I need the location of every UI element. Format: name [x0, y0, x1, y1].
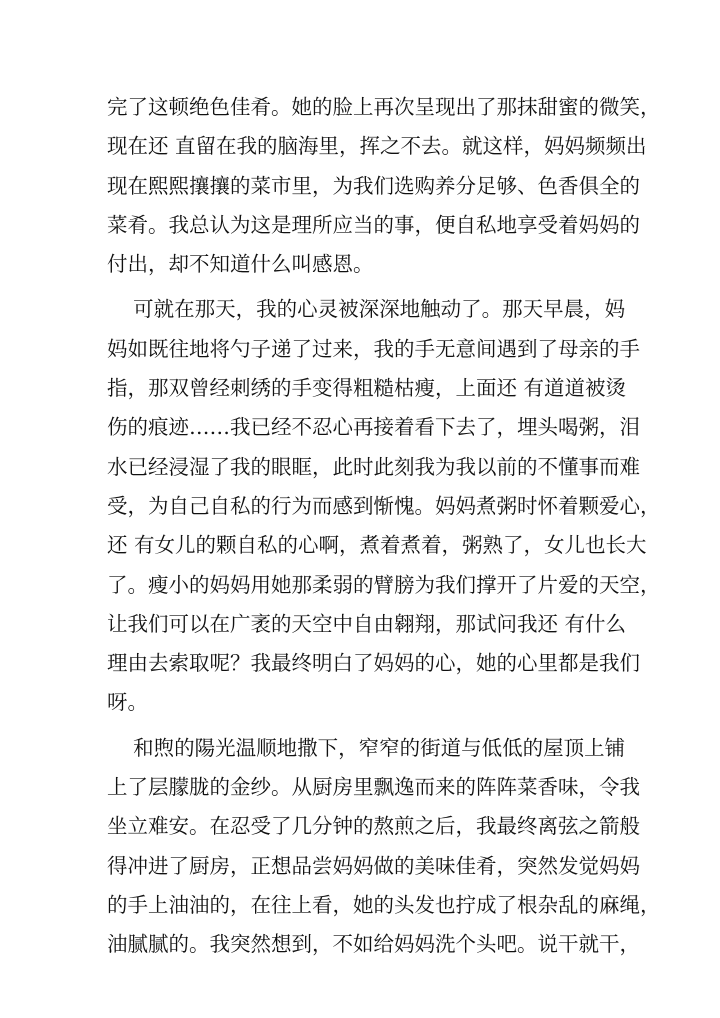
- text-line: 坐立难安。在忍受了几分钟的熬煎之后，我最终离弦之箭般: [107, 814, 640, 839]
- text-line: 伤的痕迹……我已经不忍心再接着看下去了，埋头喝粥，泪: [107, 415, 640, 440]
- text-line: 指，那双曾经刺绣的手变得粗糙枯瘦，上面还 有道道被烫: [107, 376, 627, 401]
- text-line: 油腻腻的。我突然想到，不如给妈妈洗个头吧。说干就干，: [107, 932, 640, 957]
- text-line: 付出，却不知道什么叫感恩。: [107, 252, 374, 277]
- paragraph-3: [107, 729, 661, 965]
- text-line: 菜肴。我总认为这是理所应当的事，便自私地享受着妈妈的: [107, 212, 640, 237]
- text-line: 受，为自己自私的行为而感到惭愧。妈妈煮粥时怀着颗爱心，: [107, 493, 661, 518]
- text-line: 妈如既往地将勺子递了过来，我的手无意间遇到了母亲的手: [107, 336, 640, 361]
- text-line: 得冲进了厨房，正想品尝妈妈做的美味佳肴，突然发觉妈妈: [107, 853, 640, 878]
- text-line: 水已经浸湿了我的眼眶，此时此刻我为我以前的不懂事而难: [107, 454, 640, 479]
- text-line: 了。瘦小的妈妈用她那柔弱的臂膀为我们撑开了片爱的天空，: [107, 572, 661, 597]
- paragraph-1: [107, 88, 661, 284]
- text-line: 让我们可以在广袤的天空中自由翱翔，那试问我还 有什么: [107, 611, 627, 636]
- text-line: 现在还 直留在我的脑海里，挥之不去。就这样，妈妈频频出: [107, 134, 647, 159]
- text-line: 还 有女儿的颗自私的心啊，煮着煮着，粥熟了，女儿也长大: [107, 533, 647, 558]
- text-line: 呀。: [107, 690, 148, 715]
- text-line: 上了层朦胧的金纱。从厨房里飘逸而来的阵阵菜香味，令我: [107, 775, 640, 800]
- body-text: [107, 88, 661, 965]
- text-line: 理由去索取呢？我最终明白了妈妈的心，她的心里都是我们: [107, 651, 640, 676]
- text-line: 的手上油油的，在往上看，她的头发也拧成了根杂乱的麻绳，: [107, 892, 661, 917]
- text-line: 现在熙熙攘攘的菜市里，为我们选购养分足够、色香俱全的: [107, 173, 640, 198]
- paragraph-2: [107, 290, 661, 722]
- text-line: 和煦的陽光温顺地撒下，窄窄的街道与低低的屋顶上铺: [107, 735, 626, 760]
- text-line: 可就在那天，我的心灵被深深地触动了。那天早晨，妈: [107, 297, 626, 322]
- text-line: 完了这顿绝色佳肴。她的脸上再次呈现出了那抹甜蜜的微笑，: [107, 95, 661, 119]
